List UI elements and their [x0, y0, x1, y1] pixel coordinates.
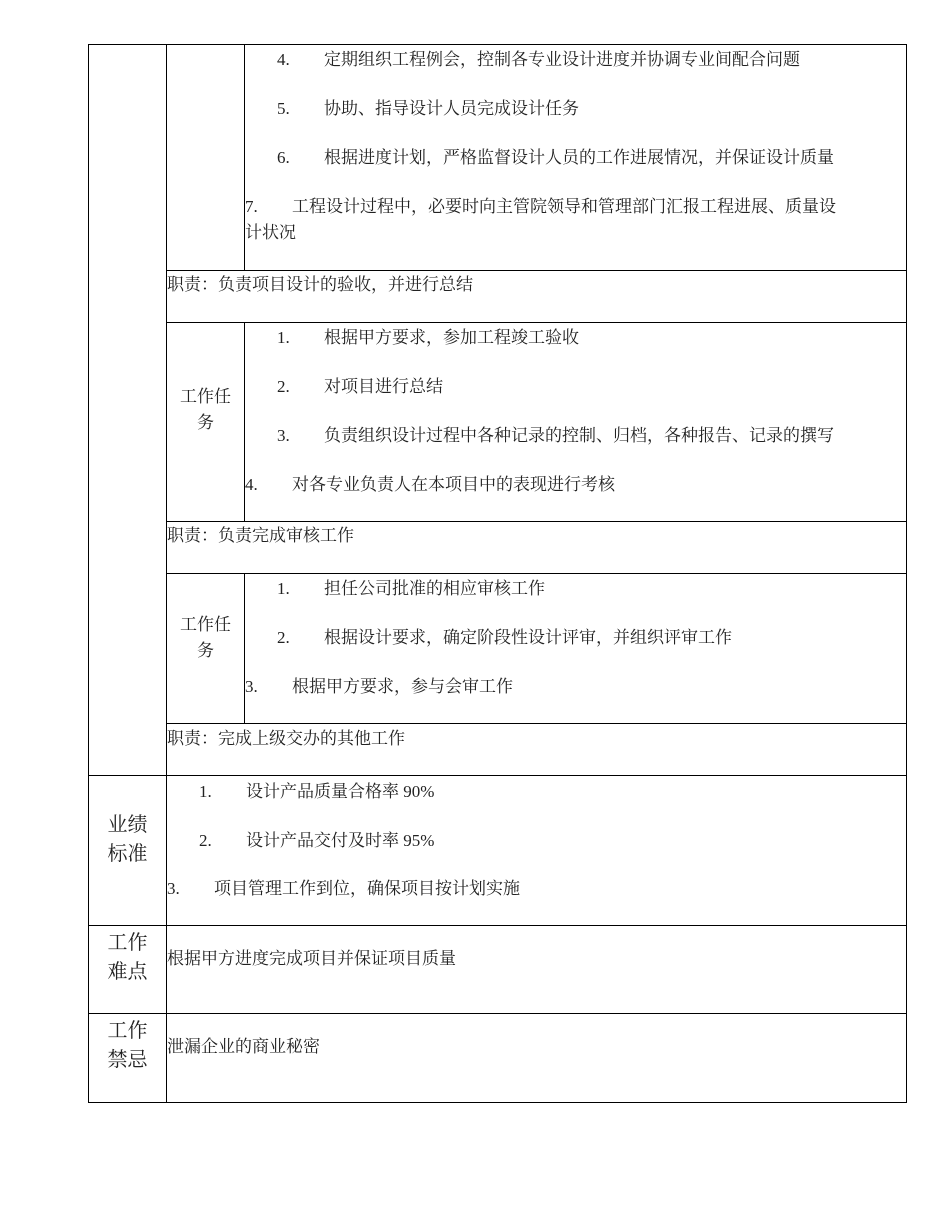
task-label-line2: 务: [197, 413, 214, 432]
table-border-top: [88, 44, 907, 45]
row-divider: [88, 925, 907, 926]
list-number: 2.: [199, 831, 212, 850]
list-number: 1.: [277, 328, 290, 347]
row-divider: [166, 573, 907, 574]
duty-statement: 职责：负责项目设计的验收，并进行总结: [167, 275, 473, 294]
list-number: 3.: [167, 879, 180, 898]
inner-divider-3: [244, 573, 245, 724]
list-number: 4.: [277, 50, 290, 69]
performance-label: [89, 811, 166, 869]
list-number: 1.: [199, 782, 212, 801]
duty-statement: 职责：负责完成审核工作: [167, 526, 354, 545]
list-item: 对项目进行总结: [324, 377, 443, 396]
row-divider: [166, 270, 907, 271]
list-item: 根据甲方要求，参与会审工作: [292, 677, 513, 696]
row-divider: [166, 723, 907, 724]
task-label-line1: 工作任: [180, 387, 231, 406]
list-number: 5.: [277, 99, 290, 118]
task-label-line2: 务: [197, 641, 214, 660]
taboo-label-line1: 工作: [107, 1020, 148, 1042]
list-item: 协助、指导设计人员完成设计任务: [324, 99, 579, 118]
taboo-label: [89, 1017, 166, 1075]
list-item: 对各专业负责人在本项目中的表现进行考核: [292, 475, 615, 494]
performance-label-line1: 业绩: [107, 814, 148, 836]
list-number: 3.: [245, 677, 258, 696]
list-item: 根据甲方要求，参加工程竣工验收: [324, 328, 579, 347]
list-number: 4.: [245, 475, 258, 494]
duty-statement: 职责：完成上级交办的其他工作: [167, 729, 405, 748]
list-number: 3.: [277, 426, 290, 445]
task-label-line1: 工作任: [180, 615, 231, 634]
row-divider: [88, 1013, 907, 1014]
task-label: [167, 612, 244, 664]
list-item: 定期组织工程例会，控制各专业设计进度并协调专业间配合问题: [324, 50, 800, 69]
difficulty-label-line1: 工作: [107, 932, 148, 954]
performance-label-line2: 标准: [107, 843, 148, 865]
list-number: 2.: [277, 377, 290, 396]
task-label: [167, 384, 244, 436]
difficulty-label-line2: 难点: [107, 961, 148, 983]
list-number: 6.: [277, 148, 290, 167]
list-item: 设计产品质量合格率 90%: [246, 782, 435, 801]
row-divider: [88, 775, 907, 776]
list-item: 设计产品交付及时率 95%: [246, 831, 435, 850]
list-item: 项目管理工作到位，确保项目按计划实施: [214, 879, 520, 898]
list-item: 根据设计要求，确定阶段性设计评审，并组织评审工作: [324, 628, 732, 647]
row-divider: [166, 521, 907, 522]
list-number: 7.: [245, 197, 258, 216]
difficulty-label: [89, 929, 166, 987]
table-border-bottom: [88, 1102, 907, 1103]
taboo-text: 泄漏企业的商业秘密: [167, 1037, 320, 1056]
taboo-label-line2: 禁忌: [107, 1049, 148, 1071]
list-item-continuation: 计状况: [245, 223, 296, 242]
list-number: 2.: [277, 628, 290, 647]
list-item: 担任公司批准的相应审核工作: [324, 579, 545, 598]
list-number: 1.: [277, 579, 290, 598]
list-item: 根据进度计划，严格监督设计人员的工作进展情况，并保证设计质量: [324, 148, 834, 167]
difficulty-text: 根据甲方进度完成项目并保证项目质量: [167, 949, 456, 968]
list-item: 负责组织设计过程中各种记录的控制、归档，各种报告、记录的撰写: [324, 426, 834, 445]
row-divider: [166, 322, 907, 323]
list-item: 工程设计过程中，必要时向主管院领导和管理部门汇报工程进展、质量设: [292, 197, 836, 216]
